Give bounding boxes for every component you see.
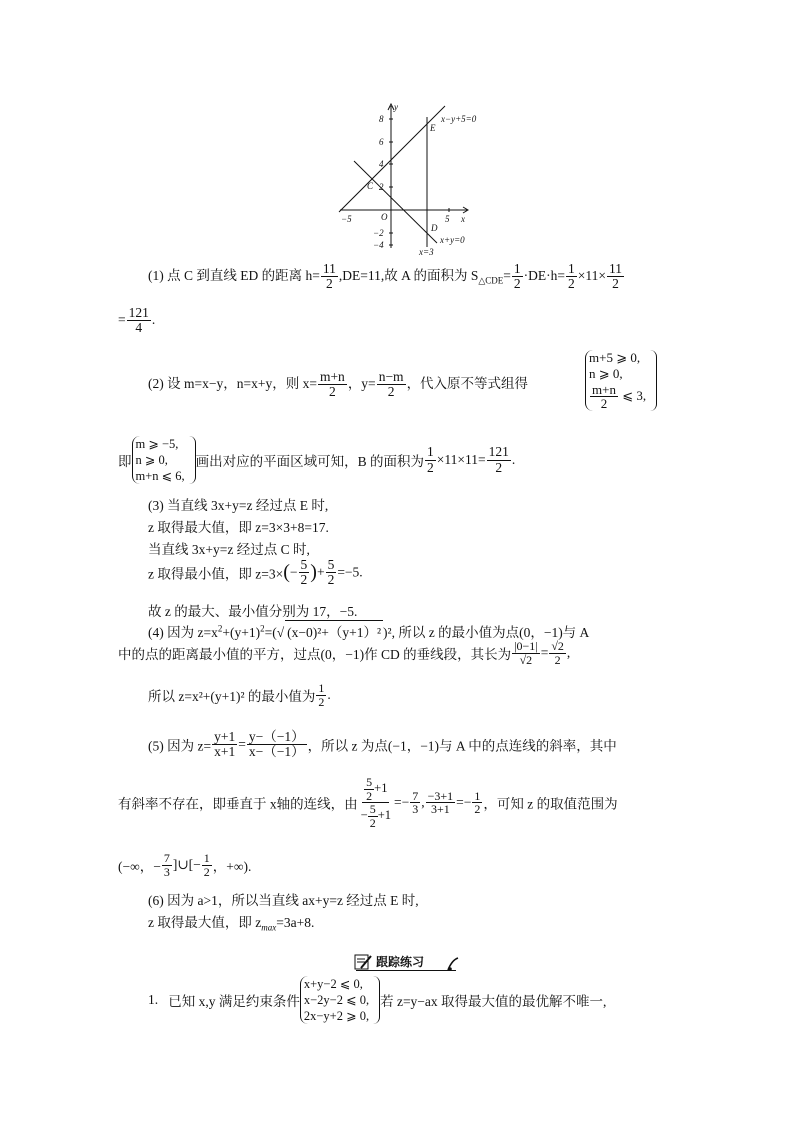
section-underline	[356, 970, 456, 971]
solution-part-5-l3: (−∞，− $\frac{7}{3}$ ]∪[− $\frac{1}{2}$ ，+∞).	[118, 851, 252, 879]
y-axis-label: y	[394, 102, 398, 112]
solution-part-6-l2: z 取得最大值，即 $z_{max}=3a+8$.	[148, 915, 315, 933]
solution-part-3-l3: 当直线 3x+y=z 经过点 C 时,	[148, 542, 310, 557]
tick-x-5: 5	[445, 214, 450, 224]
solution-part-5-l1: (5) 因为 z= $\frac{y+1}{x+1}$ = $\frac{y-(-1)}{x-(-1)}$ ，所以 z 为点(−1，−1)与 A 中的点连线的斜率，其中	[148, 729, 617, 760]
line-x-y-5	[339, 106, 445, 212]
solution-part-4-l3: 所以 z=x²+(y+1)² 的最小值为 $\frac{1}{2}$ .	[148, 681, 331, 709]
solution-part-1-result: = $\frac{121}{4}$ .	[118, 305, 156, 336]
tick-y-neg2: −2	[373, 228, 384, 238]
point-e-label: E	[430, 123, 436, 133]
tick-x-neg5: −5	[341, 214, 352, 224]
tick-y-neg4: −4	[373, 240, 384, 250]
solution-part-3-l5: 故 z 的最大、最小值分别为 17，−5.	[148, 604, 358, 619]
solution-part-4-l2: 中的点的距离最小值的平方，过点(0，−1)作 CD 的垂线段，其长为 $\frac{|0-1|}{√2}$ = $\frac{√2}{2}$ ,	[118, 639, 571, 667]
solution-part-1: (1) 点 C 到直线 ED 的距离 h= $\frac{11}{2}$ ,DE=11,故 A 的面积为 $S_{\triangle CDE}=$ $\frac{1}{2}$ ·DE·h= $\frac{1}{2}$ ×11× $\frac{11}{2}$	[148, 261, 622, 292]
tick-y-6: 6	[379, 137, 384, 147]
line3-label: x=3	[419, 247, 434, 257]
solution-part-5-l2: 有斜率不存在，即垂直于 x轴的连线，由 $\frac{5}{2}$ +1 − $\frac{5}{2}$ +1 =− $\frac{7}{3}$ , $\frac{-3+1}{3+1}$ =− $\frac{1}{2}$ ，可知 z 的取值范围为	[118, 775, 618, 830]
solution-part-6-l1: (6) 因为 a>1，所以当直线 ax+y=z 经过点 E 时,	[148, 893, 419, 908]
solution-part-3-l2: z 取得最大值，即 z=3×3+8=17.	[148, 520, 329, 535]
origin-label: O	[381, 212, 388, 222]
tick-y-2: 2	[379, 182, 384, 192]
tick-y-8: 8	[379, 114, 384, 124]
section-heading-tracking-practice	[352, 952, 452, 972]
line2-label: x+y=0	[440, 235, 465, 245]
coordinate-graph	[335, 100, 495, 258]
solution-part-2-cont: 即 m ⩾ −5, n ⩾ 0, m+n ⩽ 6, 画出对应的平面区域可知，B 的面积为 $\frac{1}{2}$ ×11×11= $\frac{121}{2}$ .	[118, 437, 516, 483]
x-axis-label: x	[461, 214, 465, 224]
line1-label: x−y+5=0	[441, 114, 477, 124]
solution-part-2: (2) 设 m=x−y，n=x+y，则 x= $\frac{m+n}{2}$ ，y= $\frac{n-m}{2}$ ，代入原不等式组得	[148, 369, 529, 400]
tick-y-4: 4	[379, 159, 384, 169]
line-x-plus-y	[354, 161, 437, 243]
pencil-note-icon	[352, 952, 374, 972]
point-d-label: D	[431, 223, 438, 233]
section-label: 跟踪练习	[376, 955, 425, 969]
solution-part-3-l1: (3) 当直线 3x+y=z 经过点 E 时,	[148, 498, 329, 513]
point-c-label: C	[367, 181, 374, 191]
solution-part-3-l4: z 取得最小值，即 z=3×(− $\frac{5}{2}$ )+ $\frac{5}{2}$ =−5.	[148, 557, 363, 588]
constraint-system-mn: m+5 ⩾ 0, n ⩾ 0, $\frac{m+n}{2}$ ⩽ 3,	[585, 350, 657, 411]
solution-part-4-l1: (4) 因为 $z=x^2+(y+1)^2=(√$ (x−0)²+（y+1）² )², 所以 z 的最小值为点(0，−1)与 A	[148, 620, 589, 641]
question-1: 1. 已知 x,y 满足约束条件 x+y−2 ⩽ 0, x−2y−2 ⩽ 0, 2x−y+2 ⩾ 0, 若 z=y−ax 取得最大值的最优解不唯一,	[148, 977, 607, 1023]
